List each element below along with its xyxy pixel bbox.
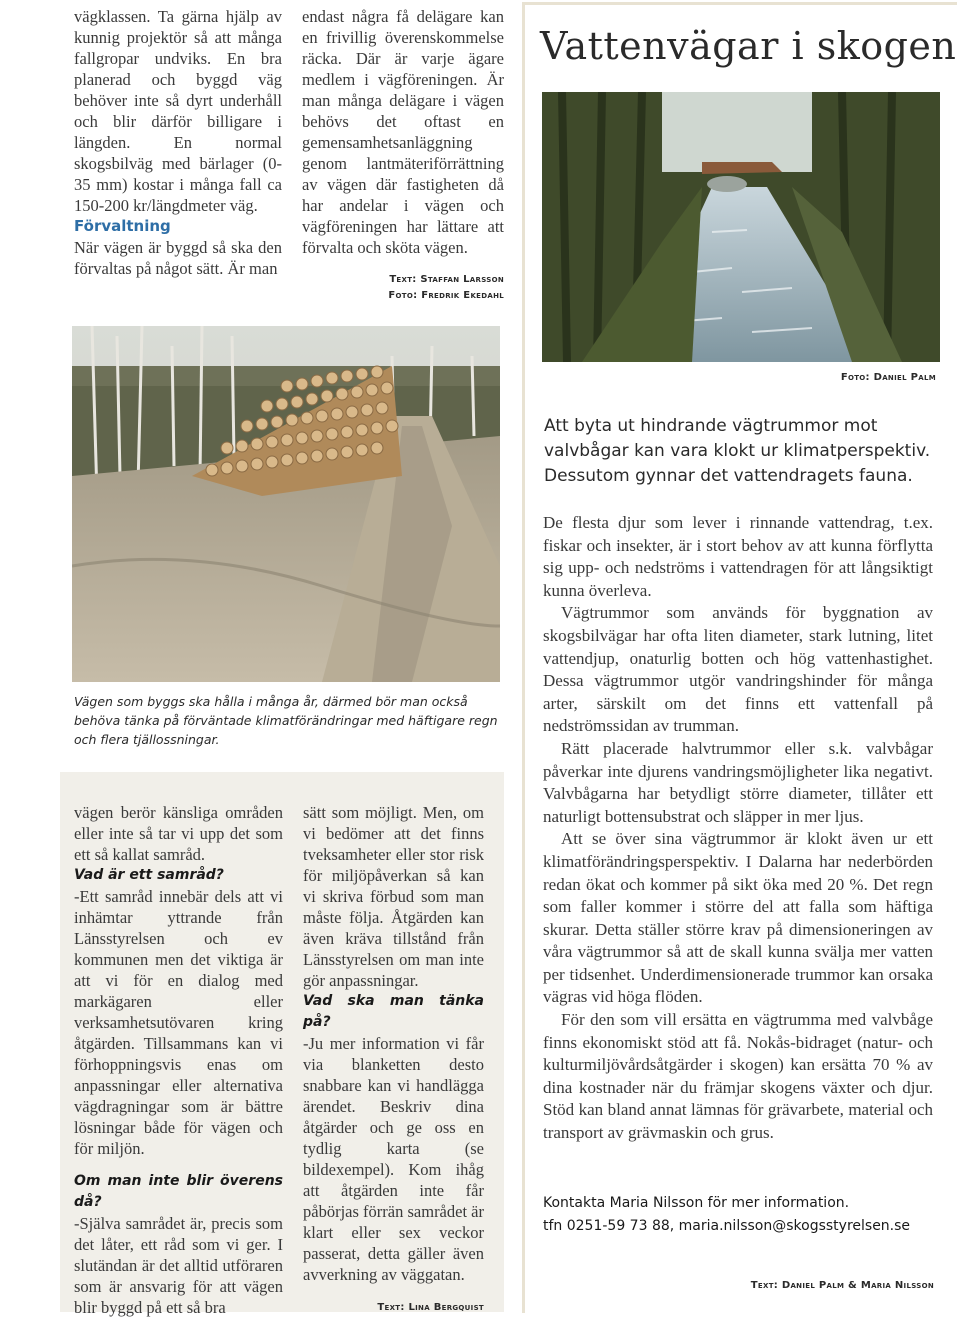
contact-line-1: Kontakta Maria Nilsson för mer information.: [543, 1195, 850, 1211]
paragraph-samrad-rad: -Själva samrådet är, precis som det låter, ett råd som vi ger. I slutändan är det alltid utföraren som är ansvarig för att vägen blir byggd på ett så bra: [74, 1214, 283, 1317]
paragraph-samrad-definition: -Ett samråd innebär dels att vi inhämtar yttrande från Länsstyrelsen och ev kommunen men det viktiga är att vi för en dialog med markägaren eller verksamhetsutövaren kring åtgärden. Tillsammans kan vi förhoppningsvis enas om anpassningar eller alternativa vägdragningar som är bättre lösningar både för vägen och för miljön.: [74, 887, 283, 1158]
heading-vad-ska-man-tanka-pa: Vad ska man tänka på?: [303, 993, 484, 1030]
credit-photo-daniel-palm: Foto: Daniel Palm: [840, 372, 936, 383]
paragraph-fauna: De flesta djur som lever i rinnande vattendrag, t.ex. fiskar och insekter, är i stort behov av att kunna förflytta sig upp- och nedströms i vattendragen för att långsiktigt kunna överleva.: [543, 513, 933, 600]
credit-text-staffan: Text: Staffan Larsson: [389, 274, 504, 285]
paragraph-blanketten: -Ju mer information vi får via blanketten desto snabbare kan vi handlägga ärendet. Beskriv dina åtgärder och ge oss en tydlig karta (se bildexempel). Kom ihåg att åtgärden inte får påbörjas förrän samrådet är klart eller sex veckor passerat, detta gäller även avverkning av väggatan.: [303, 1034, 484, 1284]
paragraph-valvbagar: Rätt placerade halvtrummor eller s.k. valvbågar påverkar inte djurens vandringsmöjligheter lika negativt. Valvbågarna har betydligt större diameter, tillåter ett naturligt bottensubstrat och släpper in mer ljus.: [543, 738, 933, 826]
paragraph-klimat: Att se över sina vägtrummor är klokt även ur ett klimatförändringsperspektiv. I Dalarna har nederbörden redan ökat och kommer på sikt öka med 20 %. Det regn som faller kommer i större del att falla som häftiga skurar. Detta ställer större krav på dimensioneringen av våra vägtrummor så att de skall kunna svälja mer vatten per tidsenhet. Underdimensionerade trummor kan orsaka vägras vid höga flöden.: [543, 829, 933, 1007]
paragraph-road-association: endast några få delägare kan en frivillig överenskommelse räcka. Där är varje ägare medlem i vägföreningen. Är man många delägare i vägen behövs det oftast en gemensamhetsanläggning genom lantmäteriförrättning av vägen där fastigheten då har andelar i vägen och vägföreningen har lättare att förvalta och sköta vägen.: [302, 7, 504, 257]
stream-photo: [542, 92, 940, 362]
heading-om-man-inte-blir-overens: Om man inte blir överens då?: [74, 1173, 283, 1210]
box-left-column: [74, 802, 283, 1318]
article-title: Vattenvägar i skogen: [540, 24, 957, 68]
contact-block: [543, 1192, 935, 1238]
paragraph-forvaltning: När vägen är byggd så ska den förvaltas på något sätt. Är man: [74, 238, 282, 278]
heading-forvaltning: Förvaltning: [74, 217, 171, 235]
credit-photo-fredrik: Foto: Fredrik Ekedahl: [388, 290, 504, 301]
log-pile-photo: [72, 326, 500, 682]
credit-daniel-maria: Text: Daniel Palm & Maria Nilsson: [750, 1280, 934, 1291]
heading-vad-ar-samrad: Vad är ett samråd?: [74, 867, 224, 883]
box-right-column: [303, 802, 484, 1318]
article-body: [543, 512, 933, 1145]
top-middle-column: [302, 6, 504, 304]
top-left-column: [74, 6, 282, 279]
paragraph-road-cost: vägklassen. Ta gärna hjälp av kunnig projektör så att många fallgropar undviks. En bra planerad och byggd väg behöver inte så dyrt underhåll och blir därför billigare i längden. En normal skogsbilväg med bärlager (0-35 mm) kostar i många fall ca 150-200 kr/längdmeter väg.: [74, 7, 282, 215]
paragraph-nokas-bidraget: För den som vill ersätta en vägtrumma med valvbåge finns ekonomiskt stöd att få. Nokås-bidraget (natur- och kulturmiljövårdsåtgärder i skogen) kan ersätta 70 % av dina kostnader när du främjar skogens växter och djur. Stöd kan bland annat lämnas för grävarbete, material och transport av grävmaskin och grus.: [543, 1010, 933, 1143]
paragraph-vagtrummor: Vägtrummor som används för byggnation av skogsbilvägar har ofta liten diameter, stark lutning, litet vattendjup, onaturlig botten och hög vattenhastighet. Dessa vägtrummor utgör vandringshinder för många arter, särskilt om det finns ett vattenfall på nedströmssidan av trumman.: [543, 603, 933, 736]
paragraph-forbud: sätt som möjligt. Men, om vi bedömer att det finns tveksamheter eller stor risk för miljöpåverkan så kan vi skriva förbud som man måste följa. Åtgärden kan även kräva tillstånd från Länsstyrelsen om man inte gör anpassningar.: [303, 803, 484, 990]
log-pile-illustration: [72, 326, 500, 682]
credit-lina-bergquist: Text: Lina Bergquist: [377, 1302, 484, 1313]
article-lead: Att byta ut hindrande vägtrummor mot valvbågar kan vara klokt ur klimatperspektiv. Dessutom gynnar det vattendragets fauna.: [544, 416, 931, 486]
stream-illustration: [542, 92, 940, 362]
paragraph-samrad-intro: vägen berör känsliga områden eller inte så tar vi upp det som ett så kallat samråd.: [74, 803, 283, 864]
log-photo-caption: Vägen som byggs ska hålla i många år, därmed bör man också behöva tänka på förväntade klimatförändringar med häftigare regn och flera tjällossningar.: [74, 694, 498, 747]
contact-line-2: tfn 0251-59 73 88, maria.nilsson@skogsstyrelsen.se: [543, 1218, 911, 1234]
